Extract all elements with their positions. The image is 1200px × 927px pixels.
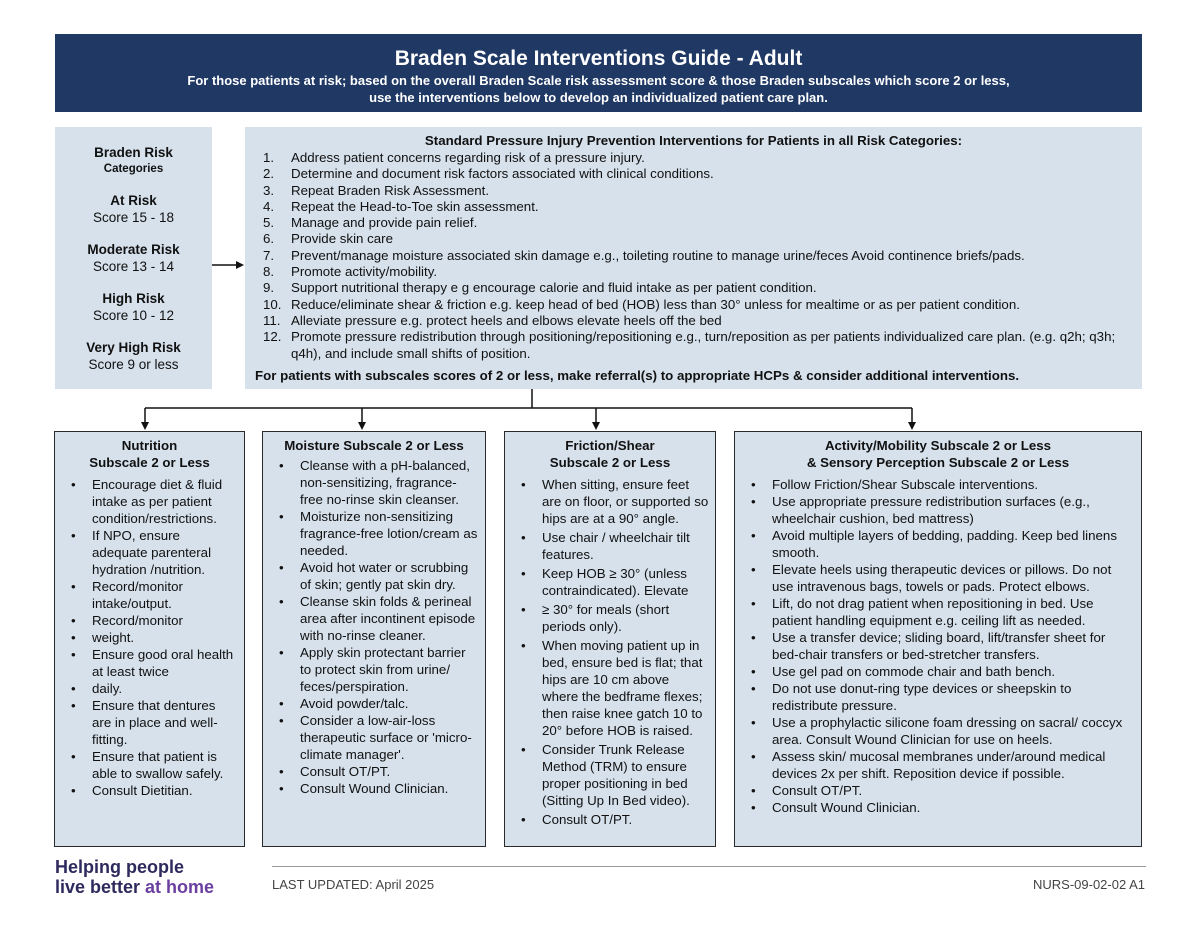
list-item: • Consult OT/PT. xyxy=(749,782,1135,799)
document-code: NURS-09-02-02 A1 xyxy=(1033,877,1145,892)
activity-mobility-subscale-box xyxy=(734,431,1142,847)
list-item xyxy=(255,264,1132,280)
list-item: • Consider a low-air-loss therapeutic surface or 'micro-climate manager'. xyxy=(277,712,479,763)
risk-category-name: Very High Risk xyxy=(86,340,181,355)
logo-line xyxy=(55,877,214,897)
risk-category-name: At Risk xyxy=(110,193,157,208)
list-item: • Assess skin/ mucosal membranes under/around medical devices 2x per shift. Reposition device if possible. xyxy=(749,748,1135,782)
organization-logo xyxy=(55,857,214,897)
nutrition-list xyxy=(55,476,244,799)
risk-title: Braden Risk xyxy=(94,145,173,160)
heading-line: Moisture Subscale 2 or Less xyxy=(284,438,464,453)
item-number: 3. xyxy=(263,182,275,198)
item-text: Reduce/eliminate shear & friction e.g. keep head of bed (HOB) less than 30° unless for mealtime or as per patient condition. xyxy=(291,296,1020,312)
list-item xyxy=(255,166,1132,182)
risk-category xyxy=(55,339,212,373)
item-number: 4. xyxy=(263,198,275,214)
list-item: • Encourage diet & fluid intake as per patient condition/restrictions. xyxy=(69,476,238,527)
list-item xyxy=(255,280,1132,296)
list-item: • Do not use donut-ring type devices or sheepskin to redistribute pressure. xyxy=(749,680,1135,714)
item-number: 1. xyxy=(263,150,275,165)
list-item xyxy=(255,313,1132,329)
list-item: • Use chair / wheelchair tilt features. xyxy=(519,529,709,563)
heading-line: Subscale 2 or Less xyxy=(549,455,671,470)
item-number: 7. xyxy=(263,247,275,263)
item-text: Promote pressure redistribution through positioning/repositioning e.g., turn/reposition as per patients individualized care plan. (e.g. q2h; q3h; q4h), and include small shifts of position. xyxy=(291,329,1116,361)
item-number: 5. xyxy=(263,215,275,231)
list-item: • Avoid multiple layers of bedding, padding. Keep bed linens smooth. xyxy=(749,527,1135,561)
list-item: • Apply skin protectant barrier to protect skin from urine/ feces/perspiration. xyxy=(277,644,479,695)
list-item: • Avoid hot water or scrubbing of skin; gently pat skin dry. xyxy=(277,559,479,593)
list-item: • Consult Wound Clinician. xyxy=(277,780,479,797)
item-text: Provide skin care xyxy=(291,231,393,247)
list-item: • Use gel pad on commode chair and bath bench. xyxy=(749,663,1135,680)
friction-shear-subscale-box xyxy=(504,431,716,847)
standard-interventions-footer: For patients with subscales scores of 2 or less, make referral(s) to appropriate HCPs & consider additional interventions. xyxy=(255,367,1020,383)
nutrition-subscale-box xyxy=(54,431,245,847)
item-number: 2. xyxy=(263,166,275,182)
list-item xyxy=(255,231,1132,247)
list-item: • Cleanse skin folds & perineal area after incontinent episode with no-rinse cleaner. xyxy=(277,593,479,644)
activity-list xyxy=(735,476,1141,816)
last-updated: LAST UPDATED: April 2025 xyxy=(272,877,435,892)
friction-list xyxy=(505,476,715,828)
list-item xyxy=(255,150,1132,166)
list-item xyxy=(255,183,1132,199)
item-number: 12. xyxy=(263,329,282,345)
list-item: • Record/monitor xyxy=(69,612,238,629)
risk-category-score: Score 15 - 18 xyxy=(92,210,175,225)
friction-heading xyxy=(505,437,715,471)
logo-text: live better xyxy=(55,877,146,897)
list-item: • ≥ 30° for meals (short periods only). xyxy=(519,601,709,635)
list-item: • Avoid powder/talc. xyxy=(277,695,479,712)
standard-interventions-title: Standard Pressure Injury Prevention Interventions for Patients in all Risk Categories: xyxy=(424,133,963,148)
list-item: • Moisturize non-sensitizing fragrance-free lotion/cream as needed. xyxy=(277,508,479,559)
risk-category-score: Score 13 - 14 xyxy=(92,259,175,274)
list-item: • Consult OT/PT. xyxy=(277,763,479,780)
risk-category-name: High Risk xyxy=(102,291,165,306)
list-item: • Use appropriate pressure redistribution surfaces (e.g., wheelchair cushion, bed mattress) xyxy=(749,493,1135,527)
list-item: • Follow Friction/Shear Subscale interventions. xyxy=(749,476,1135,493)
list-item: • Ensure that patient is able to swallow safely. xyxy=(69,748,238,782)
heading-line: & Sensory Perception Subscale 2 or Less xyxy=(806,455,1070,470)
risk-category-score: Score 10 - 12 xyxy=(92,308,175,323)
list-item: • Keep HOB ≥ 30° (unless contraindicated). Elevate xyxy=(519,565,709,599)
logo-accent-text: at home xyxy=(145,877,215,897)
item-text: Prevent/manage moisture associated skin damage e.g., toileting routine to manage urine/feces Avoid continence briefs/pads. xyxy=(291,247,1025,263)
heading-line: Activity/Mobility Subscale 2 or Less xyxy=(824,438,1052,453)
item-number: 11. xyxy=(263,312,281,328)
list-item: • Consider Trunk Release Method (TRM) to ensure proper positioning in bed (Sitting Up In Bed video). xyxy=(519,741,709,809)
standard-interventions-list xyxy=(255,150,1132,362)
list-item xyxy=(255,248,1132,264)
item-text: Promote activity/mobility. xyxy=(291,264,438,280)
moisture-heading xyxy=(263,437,485,454)
list-item: • Record/monitor intake/output. xyxy=(69,578,238,612)
moisture-list xyxy=(263,457,485,797)
heading-line: Nutrition xyxy=(121,438,178,453)
item-text: Alleviate pressure e.g. protect heels and elbows elevate heels off the bed xyxy=(291,312,722,328)
risk-subtitle: Categories xyxy=(103,163,164,175)
item-number: 6. xyxy=(263,231,275,247)
list-item: • Ensure that dentures are in place and well-fitting. xyxy=(69,697,238,748)
risk-category-name: Moderate Risk xyxy=(87,242,180,257)
list-item: • daily. xyxy=(69,680,238,697)
nutrition-heading xyxy=(55,437,244,471)
risk-category xyxy=(55,290,212,324)
footer-divider xyxy=(272,866,1146,867)
risk-categories-box xyxy=(55,127,212,389)
item-text: Repeat the Head-to-Toe skin assessment. xyxy=(291,198,539,214)
list-item: • Consult Dietitian. xyxy=(69,782,238,799)
list-item xyxy=(255,297,1132,313)
heading-line: Friction/Shear xyxy=(565,438,655,453)
list-item xyxy=(255,329,1132,362)
list-item xyxy=(255,199,1132,215)
list-item: • Elevate heels using therapeutic devices or pillows. Do not use intravenous bags, towels or pads. Protect elbows. xyxy=(749,561,1135,595)
item-text: Address patient concerns regarding risk of a pressure injury. xyxy=(291,150,645,165)
heading-line: Subscale 2 or Less xyxy=(89,455,210,470)
risk-category xyxy=(55,241,212,275)
standard-interventions-box xyxy=(245,127,1142,389)
list-item: • Consult OT/PT. xyxy=(519,811,709,828)
item-text: Support nutritional therapy e g encourage calorie and fluid intake as per patient condition. xyxy=(291,280,817,296)
list-item: • Use a transfer device; sliding board, lift/transfer sheet for bed-chair transfers or bed-stretcher transfers. xyxy=(749,629,1135,663)
list-item: • Use a prophylactic silicone foam dressing on sacral/ coccyx area. Consult Wound Clinician for use on heels. xyxy=(749,714,1135,748)
page-subtitle: For those patients at risk; based on the overall Braden Scale risk assessment score & those Braden subscales which score 2 or less, use the interventions below to develop an individualized patient care plan. xyxy=(187,73,1010,105)
item-text: Repeat Braden Risk Assessment. xyxy=(291,182,490,198)
item-text: Determine and document risk factors associated with clinical conditions. xyxy=(291,166,714,182)
list-item: • Consult Wound Clinician. xyxy=(749,799,1135,816)
list-item: • Cleanse with a pH-balanced, non-sensitizing, fragrance-free no-rinse skin cleanser. xyxy=(277,457,479,508)
list-item: • weight. xyxy=(69,629,238,646)
list-item: • When sitting, ensure feet are on floor, or supported so hips are at a 90° angle. xyxy=(519,476,709,527)
item-number: 9. xyxy=(263,280,275,296)
risk-category xyxy=(55,192,212,226)
page-title: Braden Scale Interventions Guide - Adult xyxy=(394,47,803,70)
list-item: • When moving patient up in bed, ensure bed is flat; that hips are 10 cm above where the bedframe flexes; then raise knee gatch 10 to 20° before HOB is raised. xyxy=(519,637,709,739)
logo-line: Helping people xyxy=(55,857,185,877)
list-item: • Lift, do not drag patient when repositioning in bed. Use patient handling equipment e.g. ceiling lift as needed. xyxy=(749,595,1135,629)
page-header xyxy=(55,34,1142,112)
list-item: • If NPO, ensure adequate parenteral hydration /nutrition. xyxy=(69,527,238,578)
risk-category-score: Score 9 or less xyxy=(88,357,179,372)
item-number: 8. xyxy=(263,264,275,280)
list-item: • Ensure good oral health at least twice xyxy=(69,646,238,680)
activity-heading xyxy=(735,437,1141,471)
moisture-subscale-box xyxy=(262,431,486,847)
list-item xyxy=(255,215,1132,231)
item-text: Manage and provide pain relief. xyxy=(291,215,478,231)
item-number: 10. xyxy=(263,296,282,312)
